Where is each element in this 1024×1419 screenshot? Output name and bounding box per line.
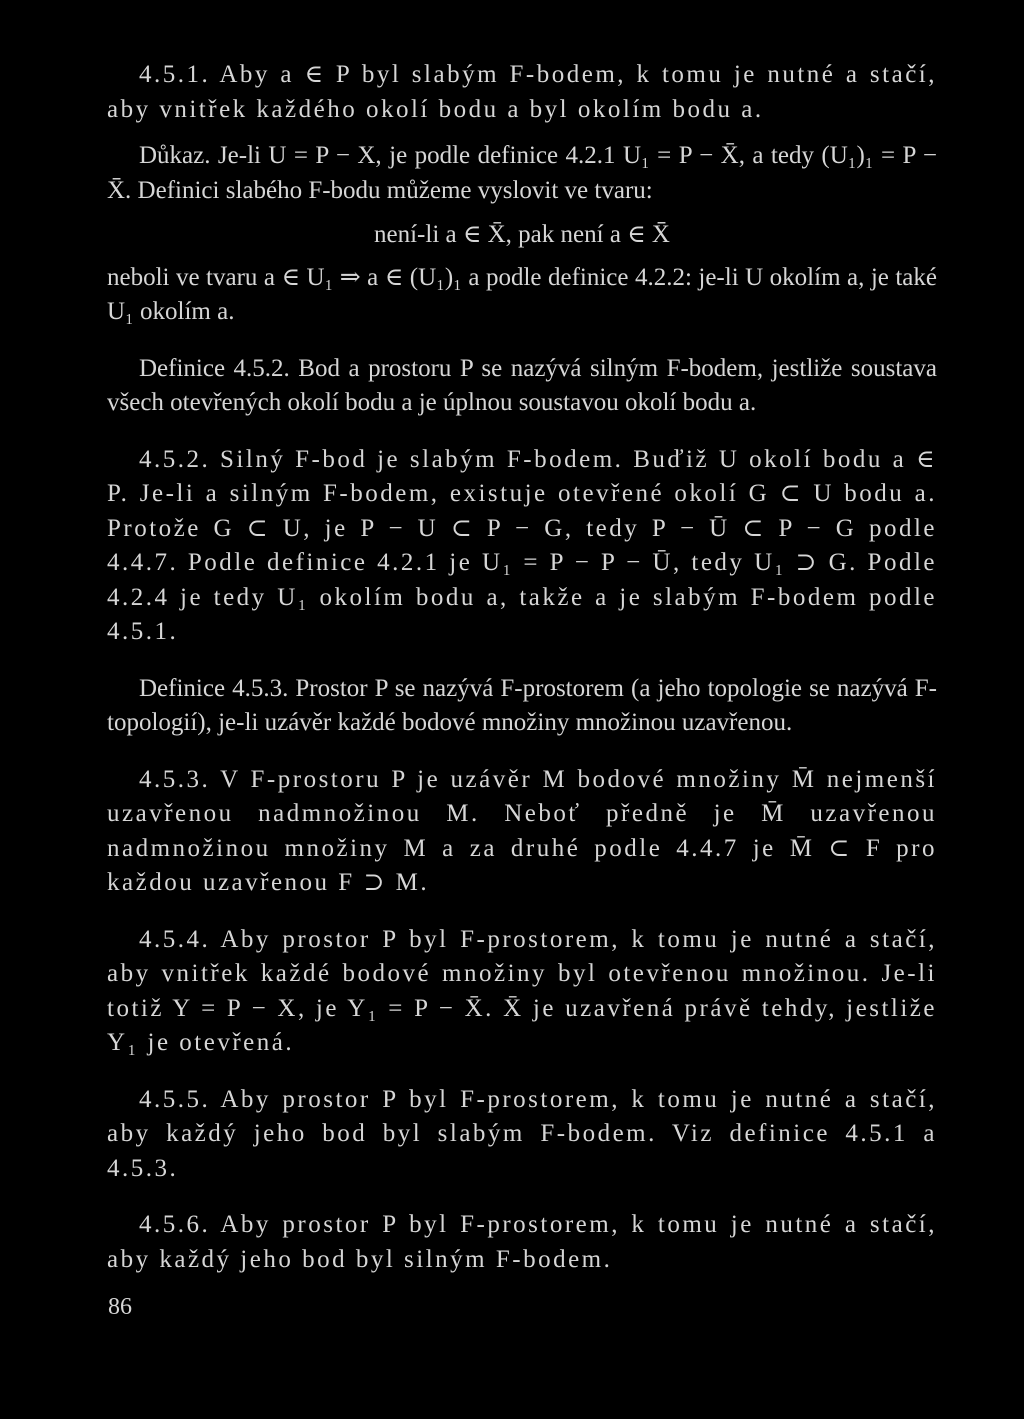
paragraph-4-5-4: 4.5.4. Aby prostor P byl F-prostorem, k tomu je nutné a stačí, aby vnitřek každé bodové množiny byl otevřenou množinou. Je-li totiž Y = P − X, je Y₁ = P − X̄. X̄ je uzavřená právě tehdy, jestliže Y₁ je otevřená. xyxy=(107,925,937,1056)
paragraph-4-5-2: 4.5.2. Silný F-bod je slabým F-bodem. Buďiž U okolí bodu a ∈ P. Je-li a silným F-bodem, existuje otevřené okolí G ⊂ U bodu a. Protože G ⊂ U, je P − U ⊂ P − G, tedy P − Ū ⊂ P − G podle 4.4.7. Podle definice 4.2.1 je U₁ = P − P − Ū, tedy U₁ ⊃ G. Podle 4.2.4 je tedy U₁ okolím bodu a, takže a je slabým F-bodem podle 4.5.1. xyxy=(107,445,937,645)
formula-line: není-li a ∈ X̄, pak není a ∈ X̄̄ xyxy=(374,221,670,248)
paragraph-proof-part-2: neboli ve tvaru a ∈ U₁ ⇒ a ∈ (U₁)₁ a podle definice 4.2.2: je-li U okolím a, je také U₁ okolím a. xyxy=(107,263,937,325)
paragraph-proof-part-1: Důkaz. Je-li U = P − X, je podle definice 4.2.1 U₁ = P − X̄, a tedy (U₁)₁ = P − X̄̄. Definici slabého F-bodu můžeme vyslovit ve tvaru: xyxy=(107,142,937,204)
paragraph-4-5-6: 4.5.6. Aby prostor P byl F-prostorem, k tomu je nutné a stačí, aby každý jeho bod byl silným F-bodem. xyxy=(107,1211,937,1273)
definition-4-5-3: Definice 4.5.3. Prostor P se nazývá F-prostorem (a jeho topologie se nazývá F-topologií), je-li uzávěr každé bodové množiny množinou uzavřenou. xyxy=(107,674,937,736)
page-number: 86 xyxy=(108,1294,132,1320)
paragraph-4-5-1: 4.5.1. Aby a ∈ P byl slabým F-bodem, k tomu je nutné a stačí, aby vnitřek každého okolí bodu a byl okolím bodu a. xyxy=(107,61,937,123)
definition-4-5-2: Definice 4.5.2. Bod a prostoru P se nazývá silným F-bodem, jestliže soustava všech otevřených okolí bodu a je úplnou soustavou okolí bodu a. xyxy=(107,354,937,416)
paragraph-4-5-3: 4.5.3. V F-prostoru P je uzávěr M bodové množiny M̄ nejmenší uzavřenou nadmnožinou M. Neboť předně je M̄ uzavřenou nadmnožinou množiny M a za druhé podle 4.4.7 je M̄ ⊂ F pro každou uzavřenou F ⊃ M. xyxy=(107,765,937,896)
page-body xyxy=(107,58,937,1277)
paragraph-4-5-5: 4.5.5. Aby prostor P byl F-prostorem, k tomu je nutné a stačí, aby každý jeho bod byl slabým F-bodem. Viz definice 4.5.1 a 4.5.3. xyxy=(107,1085,937,1182)
